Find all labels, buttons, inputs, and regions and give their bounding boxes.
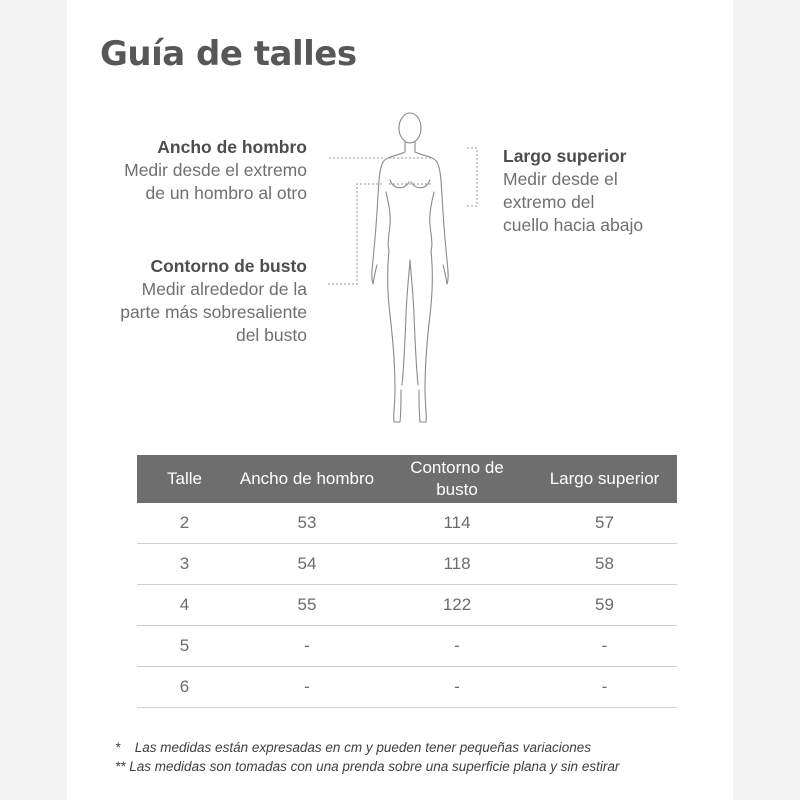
length-annotation bbox=[503, 145, 703, 237]
footnotes bbox=[115, 738, 619, 776]
footnote-text: Las medidas están expresadas en cm y pueden tener pequeñas variaciones bbox=[134, 740, 592, 755]
table-cell: - bbox=[232, 626, 382, 667]
bust-text-line: parte más sobresaliente bbox=[120, 302, 307, 322]
body-silhouette-icon bbox=[327, 100, 487, 440]
table-cell: - bbox=[382, 667, 532, 708]
column-header: Largo superior bbox=[532, 455, 677, 503]
size-table bbox=[137, 455, 677, 708]
shoulder-annotation bbox=[87, 136, 307, 205]
length-text-line: cuello hacia abajo bbox=[503, 215, 644, 235]
bust-text-line: del busto bbox=[235, 325, 307, 345]
table-cell: 3 bbox=[137, 544, 232, 585]
table-cell: 58 bbox=[532, 544, 677, 585]
table-cell: - bbox=[532, 626, 677, 667]
table-row bbox=[137, 503, 677, 544]
length-text-line: Medir desde el bbox=[503, 169, 618, 189]
length-heading: Largo superior bbox=[503, 146, 627, 166]
shoulder-heading: Ancho de hombro bbox=[157, 137, 307, 157]
bust-annotation bbox=[87, 255, 307, 347]
table-cell: 5 bbox=[137, 626, 232, 667]
table-cell: - bbox=[232, 667, 382, 708]
table-cell: - bbox=[532, 667, 677, 708]
table-cell: 2 bbox=[137, 503, 232, 544]
footnote bbox=[115, 757, 619, 776]
table-row bbox=[137, 585, 677, 626]
table-cell: - bbox=[382, 626, 532, 667]
shoulder-text-line: Medir desde el extremo bbox=[124, 160, 307, 180]
length-text-line: extremo del bbox=[503, 192, 595, 212]
table-row bbox=[137, 626, 677, 667]
column-header: Contorno de busto bbox=[382, 455, 532, 503]
table-cell: 6 bbox=[137, 667, 232, 708]
page-title: Guía de talles bbox=[100, 34, 357, 74]
table-cell: 53 bbox=[232, 503, 382, 544]
size-guide-card bbox=[67, 0, 733, 800]
table-cell: 57 bbox=[532, 503, 677, 544]
table-cell: 54 bbox=[232, 544, 382, 585]
table-cell: 122 bbox=[382, 585, 532, 626]
table-cell: 114 bbox=[382, 503, 532, 544]
table-header-row bbox=[137, 455, 677, 503]
table-row bbox=[137, 667, 677, 708]
table-cell: 59 bbox=[532, 585, 677, 626]
table-cell: 55 bbox=[232, 585, 382, 626]
column-header: Talle bbox=[137, 455, 232, 503]
table-cell: 118 bbox=[382, 544, 532, 585]
bust-text-line: Medir alrededor de la bbox=[141, 279, 307, 299]
footnote-text: Las medidas son tomadas con una prenda sobre una superficie plana y sin estirar bbox=[129, 759, 620, 774]
column-header: Ancho de hombro bbox=[232, 455, 382, 503]
table-row bbox=[137, 544, 677, 585]
footnote-marker: ** bbox=[115, 759, 126, 774]
footnote-marker: * bbox=[115, 740, 121, 755]
footnote bbox=[115, 738, 619, 757]
table-cell: 4 bbox=[137, 585, 232, 626]
shoulder-text-line: de un hombro al otro bbox=[145, 183, 307, 203]
bust-heading: Contorno de busto bbox=[150, 256, 307, 276]
